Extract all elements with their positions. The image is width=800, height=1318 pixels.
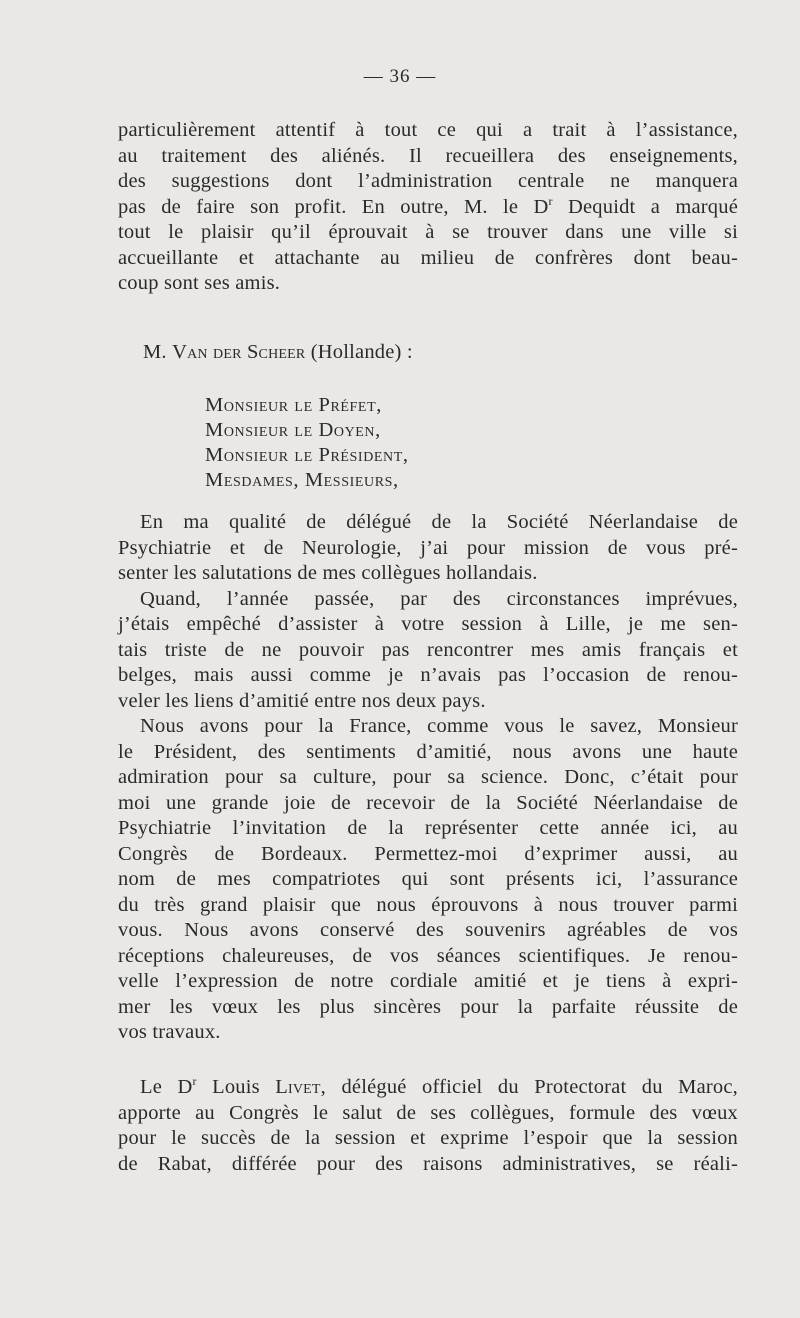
text-line: belges, mais aussi comme je n’avais pas l’occasion de renou- bbox=[118, 664, 738, 686]
salutation-line: Monsieur le Préfet, bbox=[205, 394, 382, 416]
speech-body bbox=[118, 510, 738, 1046]
text-line: des suggestions dont l’administration centrale ne manquera bbox=[118, 170, 738, 192]
text-line: le Président, des sentiments d’amitié, nous avons une haute bbox=[118, 740, 738, 763]
text-line: Psychiatrie l’invitation de la représenter cette année ici, au bbox=[118, 817, 738, 839]
text-line: au traitement des aliénés. Il recueillera des enseignements, bbox=[118, 144, 738, 167]
text-fragment: Le D bbox=[140, 1076, 193, 1098]
text-line: Psychiatrie et de Neurologie, j’ai pour mission de vous pré- bbox=[118, 536, 738, 559]
text-line: mer les vœux les plus sincères pour la parfaite réussite de bbox=[118, 995, 738, 1018]
text-line: apporte au Congrès le salut de ses collègues, formule des vœux bbox=[118, 1101, 738, 1124]
text-line bbox=[118, 195, 738, 221]
text-line: tais triste de ne pouvoir pas rencontrer mes amis français et bbox=[118, 638, 738, 661]
salutation-line: Monsieur le Doyen, bbox=[205, 419, 381, 441]
text-line: Nous avons pour la France, comme vous le savez, Monsieur bbox=[140, 715, 738, 737]
text-fragment: Louis bbox=[196, 1076, 276, 1098]
text-line: j’étais empêché d’assister à votre session à Lille, je me sen- bbox=[118, 613, 738, 635]
speaker-heading bbox=[143, 340, 763, 366]
text-line: En ma qualité de délégué de la Société Néerlandaise de bbox=[140, 511, 738, 533]
text-line: Congrès de Bordeaux. Permettez-moi d’exprimer aussi, au bbox=[118, 842, 738, 865]
text-line: pour le succès de la session et exprime l’espoir que la session bbox=[118, 1127, 738, 1149]
salutation-line: Monsieur le Président, bbox=[205, 444, 409, 466]
text-line: accueillante et attachante au milieu de confrères dont beau- bbox=[118, 246, 738, 269]
person-name: Livet bbox=[275, 1076, 321, 1098]
text-fragment: , délégué officiel du Protectorat du Maroc, bbox=[320, 1076, 738, 1098]
text-line: veler les liens d’amitié entre nos deux pays. bbox=[118, 689, 486, 712]
intro-paragraph bbox=[118, 118, 738, 297]
superscript: r bbox=[192, 1074, 197, 1089]
speaker-prefix: M. bbox=[143, 341, 173, 363]
salutation-block bbox=[205, 393, 409, 493]
text-fragment: pas de faire son profit. En outre, M. le D bbox=[118, 195, 549, 218]
text-line: velle l’expression de notre cordiale amitié et je tiens à expri- bbox=[118, 970, 738, 992]
text-line: admiration pour sa culture, pour sa science. Donc, c’était pour bbox=[118, 766, 738, 788]
salutation-line: Mesdames, Messieurs, bbox=[205, 469, 399, 491]
speaker-country: (Hollande) : bbox=[305, 341, 413, 363]
text-line: de Rabat, différée pour des raisons administratives, se réali- bbox=[118, 1152, 738, 1175]
text-fragment: Dequidt a marqué bbox=[552, 195, 738, 218]
text-line: senter les salutations de mes collègues hollandais. bbox=[118, 562, 538, 584]
text-line: vos travaux. bbox=[118, 1021, 221, 1043]
speaker-name: Van der Scheer bbox=[172, 341, 306, 363]
closing-paragraph bbox=[118, 1075, 738, 1177]
text-line: coup sont ses amis. bbox=[118, 272, 281, 294]
text-line: réceptions chaleureuses, de vos séances scientifiques. Je renou- bbox=[118, 944, 738, 967]
text-line bbox=[118, 1075, 738, 1101]
text-line: nom de mes compatriotes qui sont présents ici, l’assurance bbox=[118, 868, 738, 890]
superscript: r bbox=[548, 193, 553, 208]
text-line: Quand, l’année passée, par des circonstances imprévues, bbox=[140, 587, 738, 610]
text-line: moi une grande joie de recevoir de la Société Néerlandaise de bbox=[118, 791, 738, 814]
text-line: particulièrement attentif à tout ce qui a trait à l’assistance, bbox=[118, 119, 738, 141]
text-line: tout le plaisir qu’il éprouvait à se trouver dans une ville si bbox=[118, 221, 738, 243]
text-line: vous. Nous avons conservé des souvenirs agréables de vos bbox=[118, 919, 738, 941]
page-number: — 36 — bbox=[363, 66, 437, 87]
text-line: du très grand plaisir que nous éprouvons à nous trouver parmi bbox=[118, 893, 738, 916]
